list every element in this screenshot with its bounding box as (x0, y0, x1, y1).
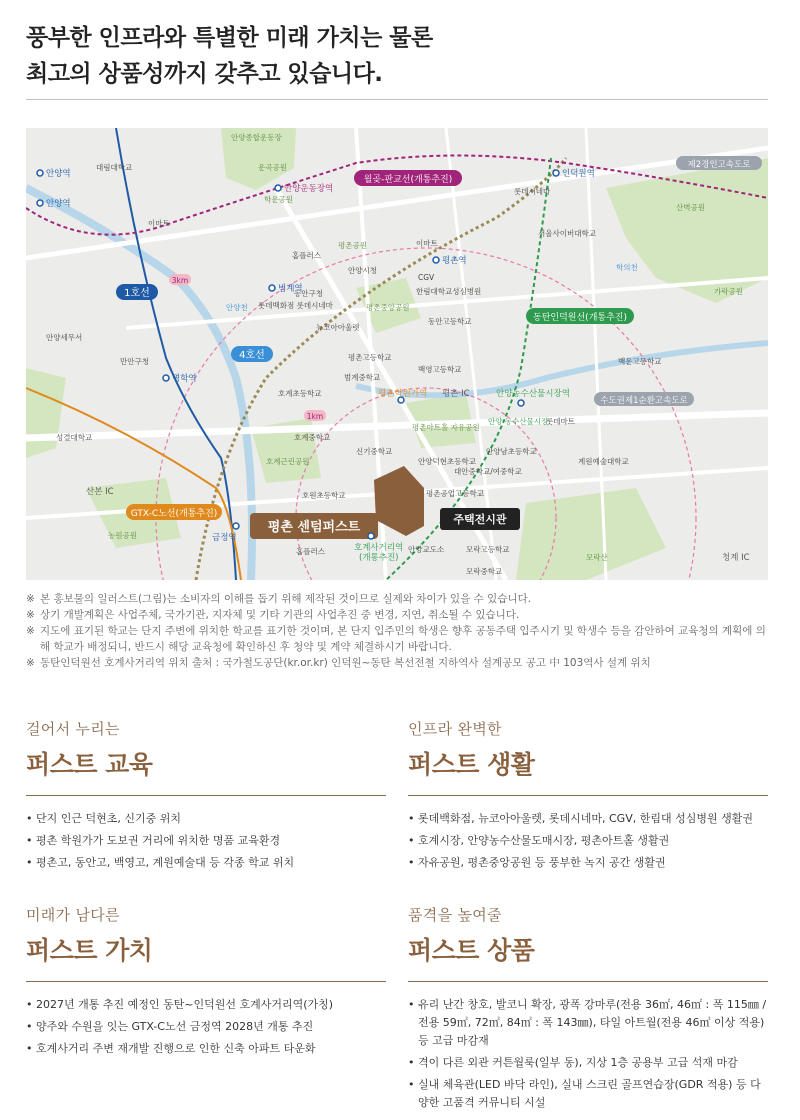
section-title: 퍼스트 상품 (408, 936, 535, 965)
place-label: 롯데마트 (546, 417, 575, 426)
list-item: • 롯데백화점, 뉴코아아울렛, 롯데시네마, CGV, 한림대 성심병원 생활권 (408, 810, 768, 828)
list-item: • 실내 체육관(LED 바닥 라인), 실내 스크린 골프연습장(GDR 적용) 등 다양한 고품격 커뮤니티 시설 (408, 1076, 768, 1112)
station-marker (37, 200, 43, 206)
station-label: 평촌학원가역 (378, 389, 428, 399)
section-education (26, 718, 386, 876)
note-text: 동탄인덕원선 호계사거리역 위치 출처 : 국가철도공단(kr.or.kr) 인덕원~동탄 복선전철 지하역사 설계공모 공고 中 103역사 설계 위치 (40, 657, 651, 669)
station-label: 평촌역 (442, 256, 467, 266)
section-title: 퍼스트 가치 (26, 936, 153, 965)
place-label: 평촌고등학교 (348, 353, 392, 362)
place-label: CGV (418, 273, 435, 282)
note-item (26, 591, 774, 607)
line-4-label: 4호선 (239, 350, 265, 361)
station-label: 안양농수산물시장역 (496, 389, 570, 399)
note-mark: ※ (26, 609, 35, 621)
station-marker (553, 170, 559, 176)
place-label: 이마트 (416, 239, 438, 248)
place-label: 안양종합운동장 (231, 133, 282, 142)
note-item (26, 607, 774, 623)
station-marker (37, 170, 43, 176)
list-item: • 평촌고, 동안고, 백영고, 계원예술대 등 각종 학교 위치 (26, 854, 386, 872)
station-label: 안양역 (46, 199, 71, 209)
showroom-label: 주택전시관 (453, 513, 507, 526)
road (26, 413, 768, 438)
place-label: 모락산 (586, 553, 608, 562)
ic-label: 평촌 IC (442, 389, 470, 399)
list-item: • 평촌 학원가가 도보권 거리에 위치한 명품 교육환경 (26, 832, 386, 850)
place-label: 홈플러스 (296, 547, 325, 556)
place-label: 안양교도소 (408, 545, 445, 554)
place-label: 범계중학교 (344, 373, 381, 382)
place-label: 한림대학교성심병원 (416, 287, 482, 296)
station-label: 명학역 (172, 374, 197, 384)
station-marker (433, 257, 439, 263)
station-label: 인덕원역 (562, 169, 595, 179)
section-living (408, 718, 768, 876)
list-item: • 호계시장, 안양농수산물도매시장, 평촌아트홀 생활권 (408, 832, 768, 850)
place-label: 호계근린공원 (266, 457, 310, 466)
list-item: • 자유공원, 평촌중앙공원 등 풍부한 녹지 공간 생활권 (408, 854, 768, 872)
section-divider (26, 795, 386, 796)
station-label: 안양역 (46, 169, 71, 179)
station-label: 범계역 (278, 284, 303, 294)
radius-3km-label: 3km (171, 276, 189, 285)
list-item: • 격이 다른 외관 커튼월룩(일부 동), 지상 1층 공용부 고급 석재 마감 (408, 1054, 768, 1072)
list-item: • 2027년 개통 추진 예정인 동탄~인덕원선 호계사거리역(가칭) (26, 996, 386, 1014)
place-label: 평촌아트홀 자유공원 (412, 423, 480, 432)
place-label: 백운고등학교 (618, 357, 662, 366)
gtx-c-label: GTX-C노선(개통추진) (130, 509, 218, 519)
section-title: 퍼스트 생활 (408, 750, 535, 779)
station-label: 호계사거리역 (354, 543, 404, 553)
disclaimer-notes (26, 591, 774, 671)
section-subtitle: 미래가 남다른 (26, 906, 120, 924)
section-product (408, 904, 768, 1116)
headline (26, 20, 766, 92)
section-divider (408, 981, 768, 982)
map-canvas (26, 128, 768, 580)
note-mark: ※ (26, 625, 35, 637)
place-label: 대안중학교/여중학교 (454, 467, 522, 476)
note-mark: ※ (26, 593, 35, 605)
place-label: 롯데백화점 롯데시네마 (258, 301, 333, 310)
station-marker (163, 375, 169, 381)
headline-line-1: 풍부한 인프라와 특별한 미래 가치는 물론 (26, 25, 433, 51)
green-area (516, 488, 666, 580)
section-value (26, 904, 386, 1062)
station-marker (275, 185, 281, 191)
section-subtitle: 걸어서 누리는 (26, 720, 120, 738)
station-marker (233, 523, 239, 529)
place-label: 뉴코아아울렛 (316, 323, 360, 332)
section-title: 퍼스트 교육 (26, 750, 153, 779)
place-label: 백영고등학교 (418, 365, 462, 374)
note-text: 상기 개발계획은 사업주체, 국가기관, 지자체 및 기타 기관의 사업추진 중 변경, 지연, 취소될 수 있습니다. (40, 609, 520, 621)
place-label: 안양세무서 (46, 333, 83, 342)
station-marker (368, 533, 374, 539)
place-label: 평촌공원 (338, 241, 367, 250)
list-item: • 단지 인근 덕현초, 신기중 위치 (26, 810, 386, 828)
place-label: 호계초등학교 (278, 389, 322, 398)
place-label: 만안구청 (120, 357, 149, 366)
green-area (26, 368, 66, 458)
place-label: 대림대학교 (96, 163, 133, 172)
station-label: (개통추진) (359, 553, 399, 563)
place-label: 운곡공원 (258, 163, 287, 172)
note-item (26, 655, 774, 671)
note-item (26, 623, 774, 655)
place-label: 안양천 (226, 303, 248, 312)
note-mark: ※ (26, 657, 35, 669)
place-label: 안양덕현초등학교 (418, 457, 476, 466)
place-label: 학운공원 (264, 195, 293, 204)
place-label: 모락고등학교 (466, 545, 510, 554)
site-label: 평촌 센텀퍼스트 (267, 520, 361, 535)
place-label: 학의천 (616, 263, 638, 272)
place-label: 동안구청 (294, 289, 323, 298)
list-item: • 호계사거리 주변 재개발 진행으로 인한 신축 아파트 타운화 (26, 1040, 386, 1058)
list-item: • 유리 난간 창호, 발코니 확장, 광폭 강마루(전용 36㎡, 46㎡ : 폭 115㎜ / 전용 59㎡, 72㎡, 84㎡ : 폭 143㎜), 타일 아트월(전용 46㎡ 이상 적용) 등 고급 마감재 (408, 996, 768, 1050)
place-label: 성결대학교 (56, 433, 93, 442)
ic-label: 산본 IC (86, 487, 114, 497)
headline-line-2: 최고의 상품성까지 갖추고 있습니다. (26, 61, 383, 87)
expressway-label: 수도권제1순환고속도로 (600, 396, 688, 406)
place-label: 안양남초등학교 (486, 447, 537, 456)
place-label: 홈플러스 (292, 251, 321, 260)
expressway-label: 제2경인고속도로 (687, 160, 751, 170)
wolgot-label: 월곶-판교선(개통추진) (363, 175, 453, 185)
place-label: 계원예술대학교 (578, 457, 629, 466)
place-label: 평촌중앙공원 (366, 303, 410, 312)
divider (26, 99, 768, 100)
place-label: 서울사이버대학교 (538, 229, 596, 238)
radius-1km-label: 1km (306, 412, 324, 421)
place-label: 평촌공업고등학교 (426, 489, 484, 498)
place-label: 안양시청 (348, 266, 377, 275)
place-label: 모락중학교 (466, 567, 503, 576)
note-text: 지도에 표기된 학교는 단지 주변에 위치한 학교를 표기한 것이며, 본 단지 입주민의 학생은 향후 공동주택 입주시기 및 학생수 등을 감안하여 교육청의 계획에 의해 학교가 배정되니, 반드시 해당 교육청에 확인하신 후 청약 및 계약 체결하시기 바랍니다. (40, 625, 766, 653)
dongtan-label: 동탄인덕원선(개통추진) (533, 313, 627, 323)
section-subtitle: 인프라 완벽한 (408, 720, 502, 738)
place-label: 롯데시네마 (514, 187, 551, 196)
place-label: 산벽공원 (676, 203, 705, 212)
place-label: 농원공원 (108, 531, 137, 540)
place-label: 가락공원 (714, 287, 743, 296)
ic-label: 청계 IC (722, 553, 750, 563)
place-label: 동안고등학교 (428, 317, 472, 326)
place-label: 호계중학교 (294, 433, 331, 442)
note-text: 본 홍보물의 일러스트(그림)는 소비자의 이해를 돕기 위해 제작된 것이므로 실제와 차이가 있을 수 있습니다. (40, 593, 532, 605)
place-label: 신기중학교 (356, 447, 393, 456)
section-divider (408, 795, 768, 796)
list-item: • 양주와 수원을 잇는 GTX-C노선 금정역 2028년 개통 추진 (26, 1018, 386, 1036)
station-marker (269, 285, 275, 291)
section-divider (26, 981, 386, 982)
station-marker (518, 400, 524, 406)
location-map (26, 128, 768, 580)
station-label: 금정역 (212, 533, 237, 543)
place-label: 호원초등학교 (302, 491, 346, 500)
place-label: 안양 농수산물시장 (488, 417, 549, 426)
line-1-label: 1호선 (124, 288, 150, 299)
place-label: 이마트 (148, 219, 170, 228)
station-label: 안양운동장역 (284, 184, 334, 194)
section-subtitle: 품격을 높여줄 (408, 906, 502, 924)
